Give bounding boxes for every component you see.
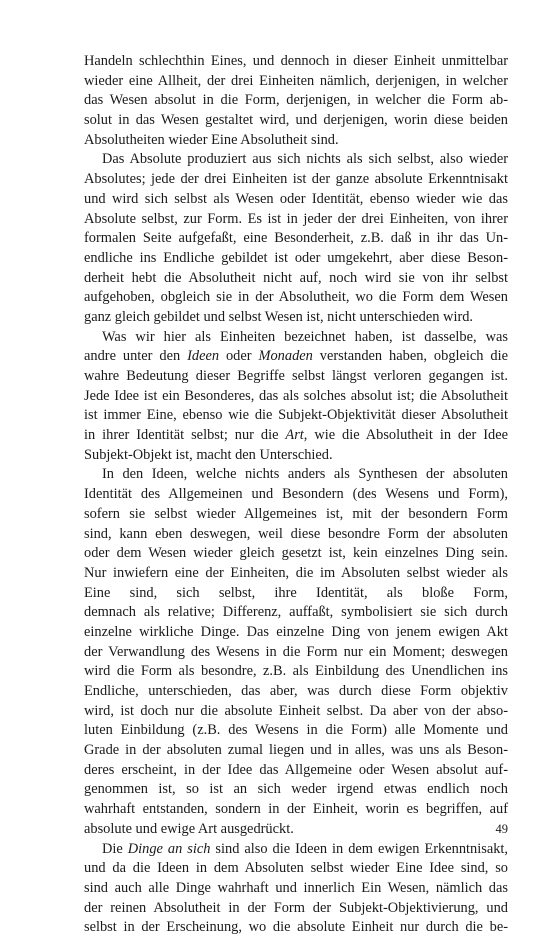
text-line: demnach als relative; Differenz, auffaßt, symbolisiert sie sich durch	[84, 604, 508, 621]
text-line: Subjekt-Objekt ist, macht den Unterschied.	[84, 446, 333, 463]
text-line: das Wesen absolut in die Form, derjenigen, in welcher die Form ab-	[84, 92, 508, 109]
text-line: derheit hebt die Absolutheit nicht auf, noch wird sie von ihr selbst	[84, 269, 508, 286]
text-line: und da die Ideen in dem Absoluten selbst wieder Eine Idee sind, so	[84, 860, 508, 877]
text-line: luten Einbildung (z.B. des Wesens in die Form) alle Momente und	[84, 722, 508, 739]
body-text	[84, 52, 508, 938]
text-line: Jede Idee ist ein Besonderes, das als solches absolut ist; die Absolutheit	[84, 387, 508, 404]
text-line: Absolutes; jede der drei Einheiten ist der ganze absolute Erkenntnisakt	[84, 171, 508, 188]
text-line: aufgehoben, obgleich sie in der Absolutheit, wo die Form dem Wesen	[84, 289, 508, 306]
text-line: wahre Bedeutung dieser Begriffe selbst längst verloren gegangen ist.	[84, 368, 508, 384]
text-line: andre unter den Ideen oder Monaden verstanden haben, obgleich die	[84, 348, 508, 365]
text-line: Absolutheiten wieder Eine Absolutheit sind.	[84, 131, 339, 148]
text-line: wieder eine Allheit, der drei Einheiten nämlich, derjenigen, in welcher	[84, 72, 508, 89]
text-line: Das Absolute produziert aus sich nichts als sich selbst, also wieder	[102, 151, 508, 168]
text-line: wird, ist doch nur die absolute Einheit selbst. Da aber von der abso-	[84, 702, 508, 719]
text-line: wird die Form als besondre, z.B. als Einbildung des Unendlichen ins	[84, 663, 508, 680]
text-line: der Verwandlung des Wesens in die Form nur ein Moment; deswegen	[84, 643, 508, 660]
text-line: Grade in der absoluten zumal liegen und in alles, was uns als Beson-	[84, 742, 508, 759]
text-line: in ihrer Identität selbst; nur die Art, wie die Absolutheit in der Idee	[84, 427, 508, 444]
text-line: absolute und ewige Art ausgedrückt.	[84, 820, 294, 837]
text-line: In den Ideen, welche nichts anders als Synthesen der absoluten	[102, 466, 508, 483]
text-line: Endliche, unterschieden, das aber, was durch diese Form objektiv	[84, 683, 508, 699]
text-line: selbst in der Erscheinung, wo die absolute Einheit nur durch die be-	[84, 919, 508, 936]
text-line: einzelne wirkliche Dinge. Das einzelne Ding von jenem ewigen Akt	[84, 623, 508, 640]
text-line: deres erscheint, in der Idee das Allgemeine oder Wesen absolut auf-	[84, 761, 508, 778]
text-line: Identität des Allgemeinen und Besondern (des Wesens und Form),	[84, 486, 508, 503]
text-line: formalen Seite aufgefaßt, eine Besonderheit, z.B. daß in ihr das Un-	[84, 230, 508, 247]
text-line: und wird sich selbst als Wesen oder Identität, ebenso wieder wie das	[84, 190, 508, 207]
text-line: ganz gleich gebildet und selbst Wesen ist, nicht unterschieden wird.	[84, 308, 474, 325]
text-line: wahrhaft entstanden, sondern in der Einheit, worin es begriffen, auf	[84, 801, 508, 818]
text-line: der reinen Absolutheit in der Form der Subjekt-Objektivierung, und	[84, 899, 508, 916]
text-line: sind auch alle Dinge wahrhaft und innerlich Ein Wesen, nämlich das	[84, 879, 508, 896]
text-line: ist immer Eine, ebenso wie die Subjekt-Objektivität dieser Absolutheit	[84, 407, 508, 424]
text-line: Absolute selbst, zur Form. Es ist in jeder der drei Einheiten, von ihrer	[84, 210, 508, 227]
text-line: Die Dinge an sich sind also die Ideen in dem ewigen Erkenntnisakt,	[102, 840, 508, 857]
text-line: oder dem Wesen wieder gleich gesetzt ist, kein einzelnes Ding sein.	[84, 545, 508, 562]
text-line: Eine sind, sich selbst, ihre Identität, als bloße Form,	[84, 584, 508, 601]
text-line: sofern sie selbst wieder Allgemeines ist, mit der besondern Form	[84, 505, 508, 522]
text-line: Was wir hier als Einheiten bezeichnet haben, ist dasselbe, was	[102, 328, 508, 345]
text-line: solut in das Wesen gestaltet wird, und derjenigen, worin diese beiden	[84, 112, 508, 129]
text-line: endliche ins Endliche gebildet ist oder umgekehrt, aber diese Beson-	[84, 249, 508, 266]
text-line: genommen ist, so ist an sich weder irgend etwas endlich noch	[84, 781, 508, 798]
text-line: Handeln schlechthin Eines, und dennoch in dieser Einheit unmittelbar	[84, 53, 508, 69]
text-line: sind, kann eben deswegen, weil diese besondre Form der absoluten	[84, 525, 508, 542]
text-line: Nur inwiefern eine der Einheiten, die im Absoluten selbst wieder als	[84, 564, 508, 581]
page-number: 49	[495, 822, 508, 836]
